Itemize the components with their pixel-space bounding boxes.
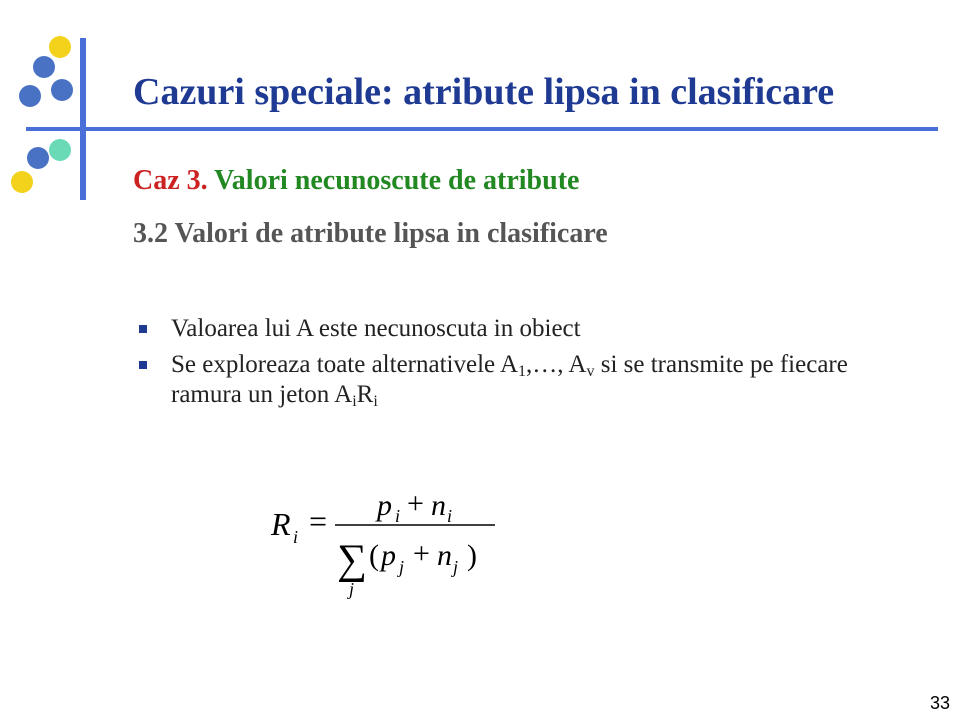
page-number: 33 [929,693,950,713]
formula [265,485,525,605]
decor-dot-blue [51,79,73,101]
formula-lhs: R [271,506,291,542]
bullet-text-part: ,…, A [526,351,587,378]
formula-num-plus: + [407,487,424,520]
case-text: Valori necunoscute de atribute [214,165,580,196]
formula-den-sub: j [399,557,405,577]
formula-num-n: n [431,489,446,522]
bullet-text-part: si se transmite pe fiecare ramura un jeton A [171,351,848,408]
decor-dot-teal [49,139,71,161]
bullet-text-part: Se exploreaza toate alternativele A [171,351,519,378]
formula-equals: = [309,503,328,539]
bullet-text: Valoarea lui A este necunoscuta in obiect [171,315,581,342]
bullet-square-icon [139,325,147,333]
section-heading: 3.2 Valori de atribute lipsa in clasificare [133,218,608,249]
formula-sum-index: j [349,579,355,599]
bullet-square-icon [139,361,147,369]
formula-num-sub: i [447,506,453,526]
decor-dot-blue [19,85,41,107]
vertical-accent-line [80,38,86,200]
formula-lhs-sub: i [293,527,299,547]
subscript: 1 [518,363,527,380]
slide-title: Cazuri speciale: atribute lipsa in clasificare [133,71,835,113]
formula-den-open: ( [369,539,379,572]
formula-den-n: n [437,539,452,572]
decor-dot-blue [33,56,55,78]
case-label: Caz 3. [133,165,208,196]
formula-sum-symbol: ∑ [337,537,367,583]
bullet-list [133,314,893,416]
subscript: i [352,393,357,410]
subscript: v [586,363,595,380]
bullet-item [133,314,893,344]
horizontal-accent-line [26,127,938,131]
formula-num-p: p [377,489,392,522]
bullet-text [171,351,848,408]
formula-num-sub: i [395,506,401,526]
decor-dot-yellow [11,171,33,193]
formula-den-close: ) [467,539,477,572]
bullet-item [133,350,893,410]
bullet-text-part: R [356,381,374,408]
decor-dot-yellow [49,36,71,58]
decor-dot-blue [27,147,49,169]
subscript: i [373,393,378,410]
formula-den-p: p [381,539,396,572]
formula-den-plus: + [413,537,430,570]
formula-den-sub: j [453,557,459,577]
case-heading [133,165,579,197]
